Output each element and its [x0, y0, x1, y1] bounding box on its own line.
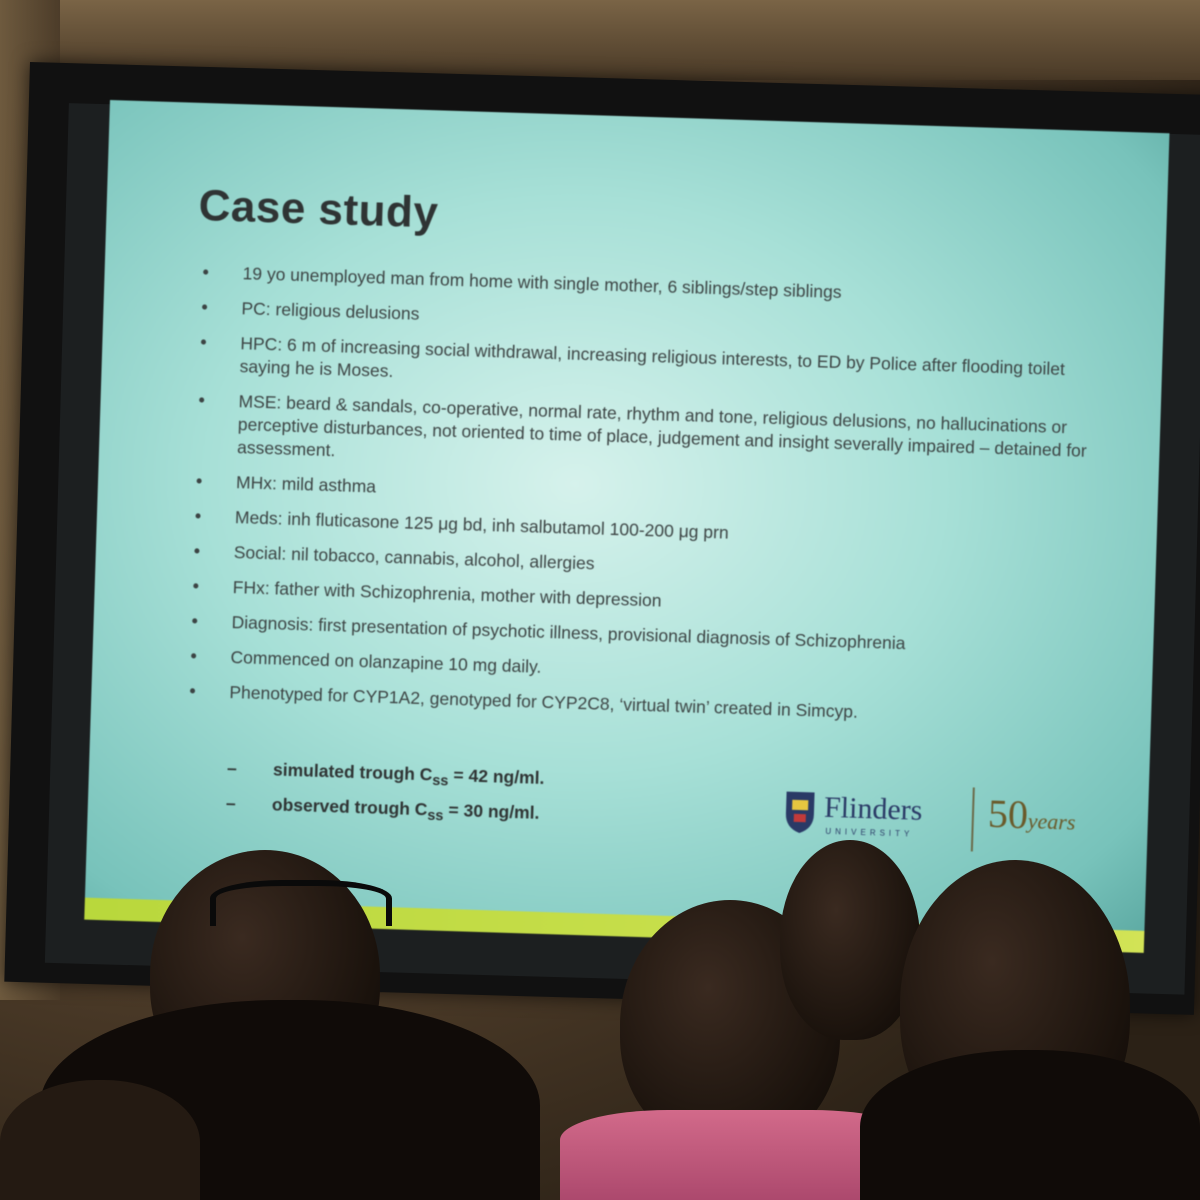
crest-icon	[781, 787, 818, 834]
eyeglasses	[210, 880, 392, 926]
sub-bullet-prefix: observed trough C	[271, 793, 428, 819]
dash-mark: –	[226, 758, 238, 779]
bullet-dot: •	[198, 389, 206, 411]
bullet-text: HPC: 6 m of increasing social withdrawal, increasing religious interests, to ED by Police after flooding toilet saying he is Moses.	[239, 333, 1066, 382]
logo-university: UNIVERSITY	[825, 826, 914, 839]
years-word: years	[1027, 808, 1076, 835]
bullet-dot: •	[195, 470, 203, 492]
logo-anniversary	[987, 790, 1076, 840]
logo-divider	[971, 787, 975, 851]
sub-bullet-observed	[226, 792, 544, 826]
audience-head	[780, 840, 920, 1040]
bullet-text: 19 yo unemployed man from home with single mother, 6 siblings/step siblings	[242, 263, 842, 303]
bullet-item	[191, 389, 1093, 486]
bullet-text: Commenced on olanzapine 10 mg daily.	[230, 647, 542, 677]
bullet-dot: •	[190, 645, 198, 666]
dash-mark: –	[225, 792, 237, 813]
slide-title: Case study	[197, 180, 440, 238]
bullet-dot: •	[200, 331, 207, 353]
bullet-dot: •	[193, 540, 201, 562]
audience-shoulders	[0, 1080, 200, 1200]
sub-bullet-suffix: = 30 ng/ml.	[443, 799, 540, 823]
bullet-dot: •	[192, 575, 200, 597]
bullet-dot: •	[191, 610, 199, 632]
bullet-dot: •	[189, 680, 196, 701]
bullet-dot: •	[201, 296, 208, 318]
bullet-text: Social: nil tobacco, cannabis, alcohol, allergies	[233, 542, 595, 574]
bullet-text: MHx: mild asthma	[235, 472, 377, 497]
logo-name: Flinders	[823, 790, 923, 827]
sub-bullet-subscript: ss	[431, 772, 449, 790]
bullet-list	[183, 261, 1097, 743]
bullet-text: Diagnosis: first presentation of psychotic illness, provisional diagnosis of Schizophrenia	[231, 612, 906, 654]
sub-bullet-suffix: = 42 ng/ml.	[448, 764, 545, 788]
sub-bullet-simulated	[227, 758, 545, 792]
bullet-text: MSE: beard & sandals, co-operative, normal rate, rhythm and tone, religious delusions, no hallucinations or perceptive disturbances, not oriented to time of place, judgement and insight severally impaired – detained for assessment.	[236, 391, 1088, 461]
projected-slide	[84, 100, 1169, 953]
sub-bullet-subscript: ss	[427, 807, 444, 824]
bullet-text: FHx: father with Schizophrenia, mother with depression	[232, 577, 662, 611]
bullet-text: Phenotyped for CYP1A2, genotyped for CYP2C8, ‘virtual twin’ created in Simcyp.	[229, 682, 859, 722]
bullet-dot: •	[194, 505, 202, 527]
bullet-dot: •	[202, 261, 210, 283]
sub-bullet-prefix: simulated trough C	[272, 759, 433, 785]
audience-shoulders	[860, 1050, 1200, 1200]
bullet-text: PC: religious delusions	[241, 298, 420, 324]
years-number: 50	[987, 790, 1029, 838]
sub-bullet-list	[225, 758, 544, 837]
bullet-text: Meds: inh fluticasone 125 μg bd, inh salbutamol 100-200 μg prn	[234, 507, 729, 543]
